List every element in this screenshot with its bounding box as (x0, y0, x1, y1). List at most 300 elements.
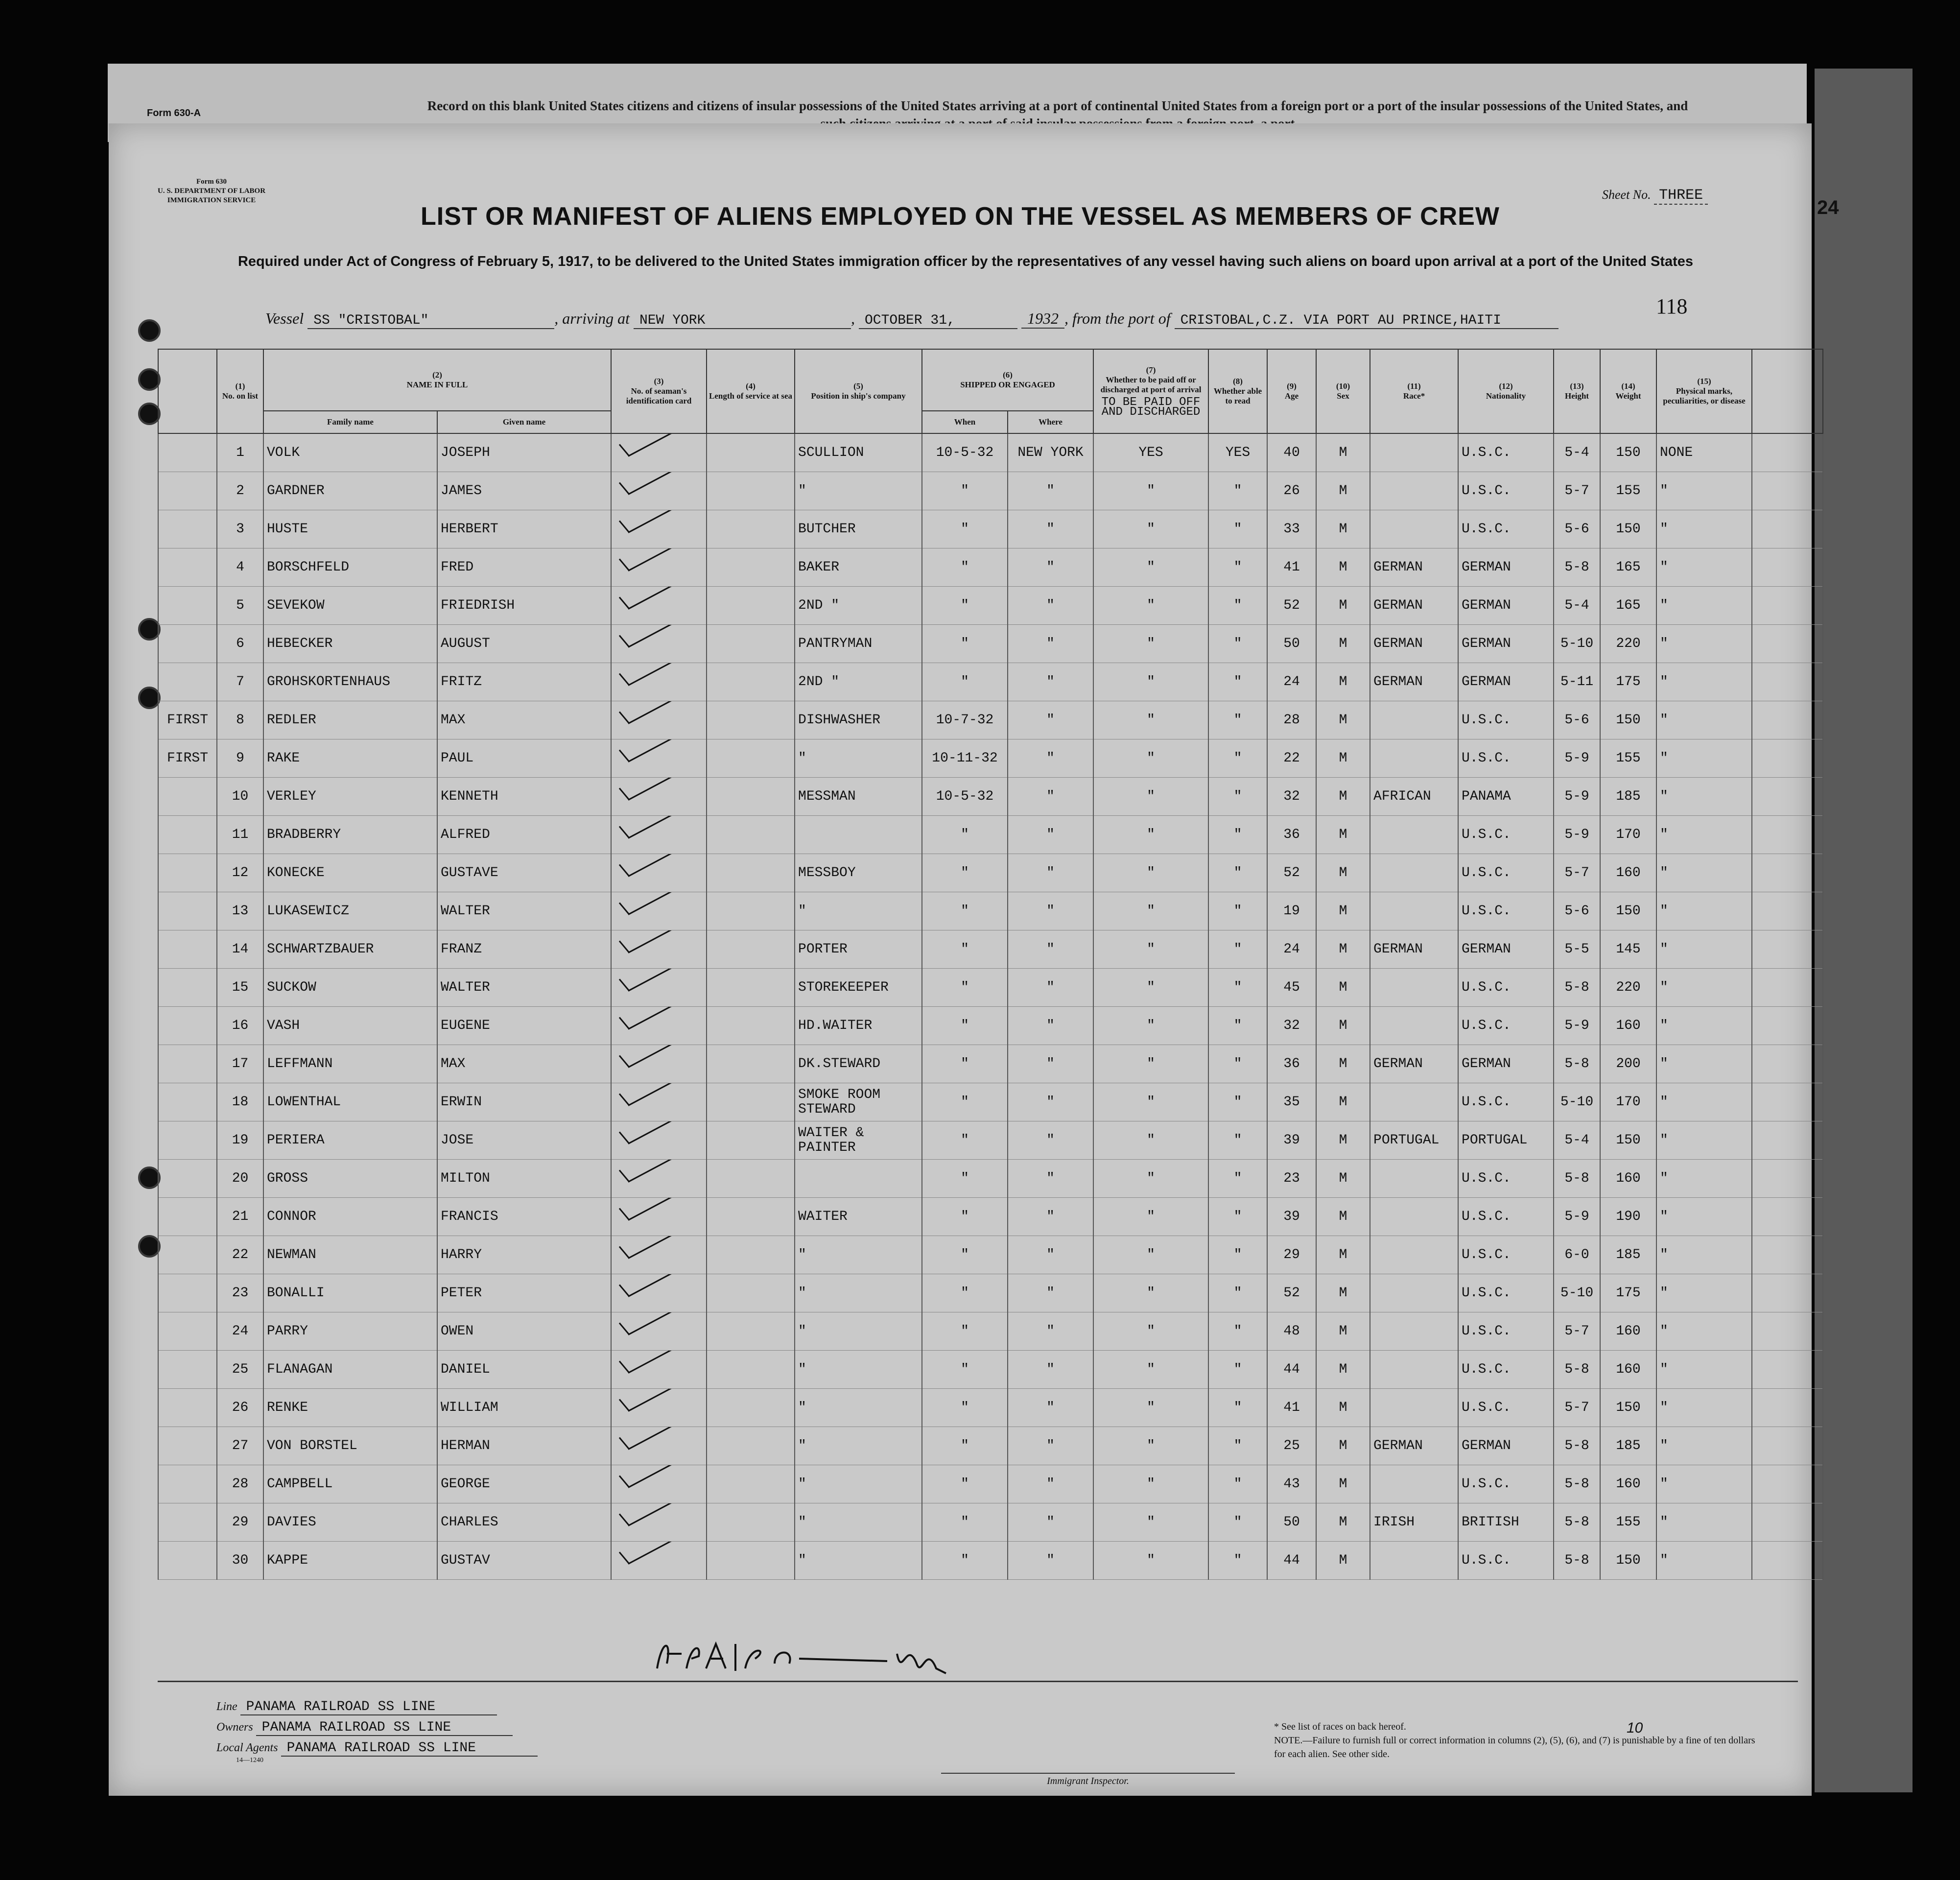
list-number-cell: 7 (217, 663, 263, 701)
shipped-where-cell: " (1008, 701, 1093, 739)
service-length-cell (707, 1198, 795, 1236)
physical-marks-cell: " (1656, 1351, 1752, 1389)
column-header-list-no: (1) No. on list (217, 349, 263, 433)
table-row (158, 1083, 1823, 1121)
race-cell (1370, 1312, 1458, 1351)
race-cell: AFRICAN (1370, 778, 1458, 816)
able-to-read-cell: " (1208, 1427, 1267, 1465)
given-name-cell: PAUL (437, 739, 611, 778)
id-card-check-cell (611, 1503, 707, 1542)
shipped-when-cell: " (922, 969, 1008, 1007)
shipped-when-cell: " (922, 1503, 1008, 1542)
id-card-check-cell (611, 701, 707, 739)
sex-cell: M (1316, 969, 1370, 1007)
paid-off-cell: " (1093, 587, 1208, 625)
column-header-sex: (10) Sex (1316, 349, 1370, 433)
column-header-nationality: (12) Nationality (1458, 349, 1554, 433)
able-to-read-cell: " (1208, 472, 1267, 510)
blank-cell-cell (1752, 663, 1823, 701)
height-cell: 5-7 (1554, 854, 1600, 892)
table-row (158, 587, 1823, 625)
weight-cell: 170 (1600, 1083, 1656, 1121)
line-value: PANAMA RAILROAD SS LINE (240, 1699, 497, 1715)
given-name-cell: FRED (437, 548, 611, 587)
physical-marks-cell: " (1656, 625, 1752, 663)
able-to-read-cell: " (1208, 587, 1267, 625)
physical-marks-cell: " (1656, 1542, 1752, 1580)
paid-off-cell: " (1093, 1160, 1208, 1198)
blank-cell-cell (1752, 1427, 1823, 1465)
weight-cell: 150 (1600, 1389, 1656, 1427)
age-cell: 52 (1267, 587, 1316, 625)
given-name-cell: MAX (437, 1045, 611, 1083)
able-to-read-cell: " (1208, 625, 1267, 663)
height-cell: 5-5 (1554, 930, 1600, 969)
given-name-cell: JAMES (437, 472, 611, 510)
height-cell: 5-8 (1554, 1503, 1600, 1542)
physical-marks-cell: " (1656, 969, 1752, 1007)
position-cell: WAITER & PAINTER (795, 1121, 922, 1160)
race-cell (1370, 1160, 1458, 1198)
blank-cell-cell (1752, 739, 1823, 778)
shipped-where-cell: " (1008, 892, 1093, 930)
margin-note-cell (158, 854, 217, 892)
race-cell: GERMAN (1370, 663, 1458, 701)
height-cell: 5-9 (1554, 1007, 1600, 1045)
height-cell: 5-8 (1554, 1465, 1600, 1503)
nationality-cell: GERMAN (1458, 1427, 1554, 1465)
age-cell: 24 (1267, 930, 1316, 969)
shipped-where-cell: " (1008, 778, 1093, 816)
paid-off-cell: " (1093, 548, 1208, 587)
column-header-weight: (14) Weight (1600, 349, 1656, 433)
list-number-cell: 3 (217, 510, 263, 548)
blank-cell-cell (1752, 1045, 1823, 1083)
race-cell (1370, 969, 1458, 1007)
able-to-read-cell: " (1208, 854, 1267, 892)
list-number-cell: 22 (217, 1236, 263, 1274)
blank-cell-cell (1752, 1007, 1823, 1045)
physical-marks-cell: " (1656, 510, 1752, 548)
list-number-cell: 13 (217, 892, 263, 930)
family-name-cell: SEVEKOW (263, 587, 437, 625)
position-cell: " (795, 1465, 922, 1503)
shipped-where-cell: " (1008, 1236, 1093, 1274)
check-mark-icon (614, 670, 688, 690)
list-number-cell: 9 (217, 739, 263, 778)
shipped-where-cell: " (1008, 625, 1093, 663)
given-name-cell: GUSTAVE (437, 854, 611, 892)
id-card-check-cell (611, 854, 707, 892)
height-cell: 5-8 (1554, 1542, 1600, 1580)
id-card-check-cell (611, 739, 707, 778)
sex-cell: M (1316, 1236, 1370, 1274)
table-row (158, 433, 1823, 472)
sex-cell: M (1316, 625, 1370, 663)
shipped-when-cell: " (922, 1236, 1008, 1274)
age-cell: 23 (1267, 1160, 1316, 1198)
age-cell: 36 (1267, 1045, 1316, 1083)
blank-column-header (1752, 349, 1823, 433)
id-card-check-cell (611, 663, 707, 701)
margin-note-cell (158, 1007, 217, 1045)
paid-off-cell: " (1093, 1198, 1208, 1236)
position-cell: MESSBOY (795, 854, 922, 892)
race-cell (1370, 1465, 1458, 1503)
weight-cell: 200 (1600, 1045, 1656, 1083)
check-mark-icon (614, 1396, 688, 1415)
sex-cell: M (1316, 1427, 1370, 1465)
weight-cell: 190 (1600, 1198, 1656, 1236)
blank-cell-cell (1752, 587, 1823, 625)
margin-note-cell (158, 778, 217, 816)
position-cell: SMOKE ROOM STEWARD (795, 1083, 922, 1121)
shipped-where-cell: " (1008, 816, 1093, 854)
race-cell: GERMAN (1370, 1427, 1458, 1465)
age-cell: 29 (1267, 1236, 1316, 1274)
shipped-when-cell: " (922, 1198, 1008, 1236)
column-header-family-name: Family name (263, 411, 437, 433)
height-cell: 5-8 (1554, 969, 1600, 1007)
family-name-cell: GROSS (263, 1160, 437, 1198)
shipped-when-cell: " (922, 1121, 1008, 1160)
side-number: 24 (1817, 197, 1839, 218)
able-to-read-cell: " (1208, 778, 1267, 816)
sex-cell: M (1316, 1274, 1370, 1312)
table-row (158, 1160, 1823, 1198)
physical-marks-cell: " (1656, 1465, 1752, 1503)
nationality-cell: GERMAN (1458, 625, 1554, 663)
sex-cell: M (1316, 1542, 1370, 1580)
physical-marks-cell: " (1656, 1312, 1752, 1351)
margin-note-cell (158, 587, 217, 625)
nationality-cell: GERMAN (1458, 663, 1554, 701)
list-number-cell: 24 (217, 1312, 263, 1351)
paid-off-cell: " (1093, 969, 1208, 1007)
shipped-where-cell: " (1008, 1198, 1093, 1236)
given-name-cell: ERWIN (437, 1083, 611, 1121)
nationality-cell: U.S.C. (1458, 510, 1554, 548)
inspector-signature-line: Immigrant Inspector. (941, 1773, 1235, 1787)
position-cell: BUTCHER (795, 510, 922, 548)
check-mark-icon (614, 899, 688, 919)
weight-cell: 165 (1600, 587, 1656, 625)
table-row (158, 816, 1823, 854)
given-name-cell: KENNETH (437, 778, 611, 816)
table-row (158, 1121, 1823, 1160)
nationality-cell: GERMAN (1458, 1045, 1554, 1083)
family-name-cell: CAMPBELL (263, 1465, 437, 1503)
check-mark-icon (614, 708, 688, 728)
list-number-cell: 29 (217, 1503, 263, 1542)
list-number-cell: 18 (217, 1083, 263, 1121)
blank-cell-cell (1752, 1389, 1823, 1427)
sex-cell: M (1316, 1121, 1370, 1160)
sex-cell: M (1316, 1083, 1370, 1121)
age-cell: 28 (1267, 701, 1316, 739)
able-to-read-cell: " (1208, 892, 1267, 930)
able-to-read-cell: " (1208, 663, 1267, 701)
fine-note: NOTE.—Failure to furnish full or correct information in columns (2), (5), (6), and (7) is punishable by a fine of ten dollars for each alien. See other side. (1274, 1735, 1755, 1760)
from-port: CRISTOBAL,C.Z. VIA PORT AU PRINCE,HAITI (1175, 313, 1559, 329)
binder-hole (138, 319, 161, 342)
physical-marks-cell: " (1656, 663, 1752, 701)
paid-off-note: TO BE PAID OFF AND DISCHARGED (1101, 396, 1201, 419)
shipped-when-cell: " (922, 1160, 1008, 1198)
height-cell: 5-8 (1554, 1160, 1600, 1198)
age-cell: 35 (1267, 1083, 1316, 1121)
nationality-cell: U.S.C. (1458, 1236, 1554, 1274)
margin-note-cell (158, 1274, 217, 1312)
list-number-cell: 15 (217, 969, 263, 1007)
position-cell: " (795, 1312, 922, 1351)
race-cell (1370, 701, 1458, 739)
weight-cell: 175 (1600, 663, 1656, 701)
able-to-read-cell: " (1208, 739, 1267, 778)
sex-cell: M (1316, 510, 1370, 548)
shipped-when-cell: " (922, 1427, 1008, 1465)
age-cell: 39 (1267, 1198, 1316, 1236)
list-number-cell: 2 (217, 472, 263, 510)
table-row (158, 1427, 1823, 1465)
column-header-position: (5) Position in ship's company (795, 349, 922, 433)
given-name-cell: MILTON (437, 1160, 611, 1198)
service-length-cell (707, 472, 795, 510)
list-number-cell: 19 (217, 1121, 263, 1160)
page-number: 118 (1656, 294, 1688, 318)
arriving-label: , arriving at (554, 309, 630, 327)
department-header (158, 177, 265, 205)
age-cell: 43 (1267, 1465, 1316, 1503)
nationality-cell: U.S.C. (1458, 854, 1554, 892)
shipped-where-cell: " (1008, 587, 1093, 625)
weight-cell: 155 (1600, 739, 1656, 778)
shipped-where-cell: " (1008, 1045, 1093, 1083)
margin-note-cell (158, 1121, 217, 1160)
shipped-where-cell: " (1008, 510, 1093, 548)
check-mark-icon (614, 1510, 688, 1530)
paid-off-cell: " (1093, 1465, 1208, 1503)
service-length-cell (707, 739, 795, 778)
race-cell: GERMAN (1370, 930, 1458, 969)
table-row (158, 854, 1823, 892)
given-name-cell: FRANZ (437, 930, 611, 969)
family-name-cell: PERIERA (263, 1121, 437, 1160)
list-number-cell: 28 (217, 1465, 263, 1503)
paid-off-cell: " (1093, 1274, 1208, 1312)
column-header-marks: (15) Physical marks, peculiarities, or disease (1656, 349, 1752, 433)
id-card-check-cell (611, 1121, 707, 1160)
race-cell (1370, 1007, 1458, 1045)
race-cell: PORTUGAL (1370, 1121, 1458, 1160)
service-length-cell (707, 1389, 795, 1427)
age-cell: 33 (1267, 510, 1316, 548)
column-header-when: When (922, 411, 1008, 433)
margin-note-cell (158, 510, 217, 548)
service-length-cell (707, 1465, 795, 1503)
sex-cell: M (1316, 854, 1370, 892)
id-card-check-cell (611, 1198, 707, 1236)
family-name-cell: CONNOR (263, 1198, 437, 1236)
margin-note-cell (158, 433, 217, 472)
shipped-when-cell: " (922, 548, 1008, 587)
weight-cell: 150 (1600, 701, 1656, 739)
table-row (158, 1198, 1823, 1236)
family-name-cell: RENKE (263, 1389, 437, 1427)
list-number-cell: 25 (217, 1351, 263, 1389)
shipped-when-cell: " (922, 663, 1008, 701)
margin-note-cell (158, 816, 217, 854)
height-cell: 5-7 (1554, 1389, 1600, 1427)
shipped-when-cell: " (922, 1274, 1008, 1312)
height-cell: 5-8 (1554, 1351, 1600, 1389)
physical-marks-cell: NONE (1656, 433, 1752, 472)
family-name-cell: BRADBERRY (263, 816, 437, 854)
given-name-cell: FRITZ (437, 663, 611, 701)
paid-off-cell: " (1093, 1236, 1208, 1274)
paid-off-cell: " (1093, 1312, 1208, 1351)
shipped-when-cell: " (922, 1312, 1008, 1351)
paid-off-cell: " (1093, 701, 1208, 739)
family-name-cell: VERLEY (263, 778, 437, 816)
physical-marks-cell: " (1656, 816, 1752, 854)
position-cell (795, 1160, 922, 1198)
service-length-cell (707, 1427, 795, 1465)
height-cell: 5-4 (1554, 1121, 1600, 1160)
arrival-date: OCTOBER 31, (859, 313, 1017, 329)
service-length-cell (707, 892, 795, 930)
height-cell: 5-4 (1554, 587, 1600, 625)
height-cell: 5-9 (1554, 739, 1600, 778)
blank-cell-cell (1752, 548, 1823, 587)
paid-off-cell: " (1093, 1503, 1208, 1542)
nationality-cell: GERMAN (1458, 930, 1554, 969)
sex-cell: M (1316, 701, 1370, 739)
family-name-cell: KONECKE (263, 854, 437, 892)
weight-cell: 150 (1600, 510, 1656, 548)
table-row (158, 701, 1823, 739)
family-name-cell: DAVIES (263, 1503, 437, 1542)
line-label: Line (216, 1700, 237, 1713)
blank-cell-cell (1752, 1160, 1823, 1198)
paid-off-cell: " (1093, 1542, 1208, 1580)
family-name-cell: NEWMAN (263, 1236, 437, 1274)
list-number-cell: 26 (217, 1389, 263, 1427)
nationality-cell: U.S.C. (1458, 816, 1554, 854)
position-cell: MESSMAN (795, 778, 922, 816)
position-cell: PANTRYMAN (795, 625, 922, 663)
column-header-shipped: (6) SHIPPED OR ENGAGED (922, 349, 1093, 411)
column-header-id-card: (3) No. of seaman's identification card (611, 349, 707, 433)
family-name-cell: HEBECKER (263, 625, 437, 663)
table-row (158, 1045, 1823, 1083)
blank-cell-cell (1752, 969, 1823, 1007)
check-mark-icon (614, 861, 688, 881)
paid-off-cell: " (1093, 625, 1208, 663)
sex-cell: M (1316, 1198, 1370, 1236)
position-cell: HD.WAITER (795, 1007, 922, 1045)
given-name-cell: EUGENE (437, 1007, 611, 1045)
race-cell: GERMAN (1370, 1045, 1458, 1083)
physical-marks-cell: " (1656, 1160, 1752, 1198)
shipped-where-cell: " (1008, 1503, 1093, 1542)
nationality-cell: U.S.C. (1458, 1198, 1554, 1236)
able-to-read-cell: YES (1208, 433, 1267, 472)
shipped-where-cell: " (1008, 663, 1093, 701)
weight-cell: 160 (1600, 1465, 1656, 1503)
shipped-when-cell: 10-11-32 (922, 739, 1008, 778)
blank-cell-cell (1752, 1198, 1823, 1236)
able-to-read-cell: " (1208, 1274, 1267, 1312)
table-row (158, 1503, 1823, 1542)
nationality-cell: U.S.C. (1458, 739, 1554, 778)
family-name-cell: VON BORSTEL (263, 1427, 437, 1465)
shipped-where-cell: " (1008, 1274, 1093, 1312)
sex-cell: M (1316, 587, 1370, 625)
race-cell (1370, 1236, 1458, 1274)
race-cell (1370, 739, 1458, 778)
shipped-where-cell: " (1008, 969, 1093, 1007)
table-row (158, 892, 1823, 930)
id-card-check-cell (611, 625, 707, 663)
physical-marks-cell: " (1656, 1427, 1752, 1465)
list-number-cell: 10 (217, 778, 263, 816)
blank-cell-cell (1752, 892, 1823, 930)
able-to-read-cell: " (1208, 1236, 1267, 1274)
id-card-check-cell (611, 1083, 707, 1121)
service-length-cell (707, 778, 795, 816)
given-name-cell: JOSEPH (437, 433, 611, 472)
race-cell (1370, 1198, 1458, 1236)
service-length-cell (707, 587, 795, 625)
weight-cell: 185 (1600, 778, 1656, 816)
table-row (158, 548, 1823, 587)
list-number-cell: 27 (217, 1427, 263, 1465)
given-name-cell: FRANCIS (437, 1198, 611, 1236)
physical-marks-cell: " (1656, 701, 1752, 739)
id-card-check-cell (611, 1542, 707, 1580)
shipped-when-cell: 10-5-32 (922, 433, 1008, 472)
owners-label: Owners (216, 1721, 253, 1734)
blank-cell-cell (1752, 1121, 1823, 1160)
table-row (158, 778, 1823, 816)
margin-note-cell (158, 969, 217, 1007)
weight-cell: 150 (1600, 433, 1656, 472)
physical-marks-cell: " (1656, 1007, 1752, 1045)
paid-off-cell: " (1093, 1083, 1208, 1121)
table-row (158, 625, 1823, 663)
id-card-check-cell (611, 778, 707, 816)
sex-cell: M (1316, 739, 1370, 778)
nationality-cell: U.S.C. (1458, 892, 1554, 930)
id-card-check-cell (611, 1160, 707, 1198)
physical-marks-cell: " (1656, 1121, 1752, 1160)
table-row (158, 1236, 1823, 1274)
shipped-when-cell: " (922, 1389, 1008, 1427)
blank-cell-cell (1752, 1351, 1823, 1389)
physical-marks-cell: " (1656, 1389, 1752, 1427)
vessel-line: Vessel SS "CRISTOBAL" , arriving at NEW YORK , OCTOBER 31, 1932 , from the port of CRISTOBAL,C.Z. VIA PORT AU PRINCE,HAITI (265, 309, 1559, 329)
age-cell: 50 (1267, 1503, 1316, 1542)
family-name-cell: REDLER (263, 701, 437, 739)
family-name-cell: HUSTE (263, 510, 437, 548)
age-cell: 52 (1267, 1274, 1316, 1312)
column-header-given-name: Given name (437, 411, 611, 433)
able-to-read-cell: " (1208, 969, 1267, 1007)
age-cell: 24 (1267, 663, 1316, 701)
table-row (158, 739, 1823, 778)
able-to-read-cell: " (1208, 1160, 1267, 1198)
